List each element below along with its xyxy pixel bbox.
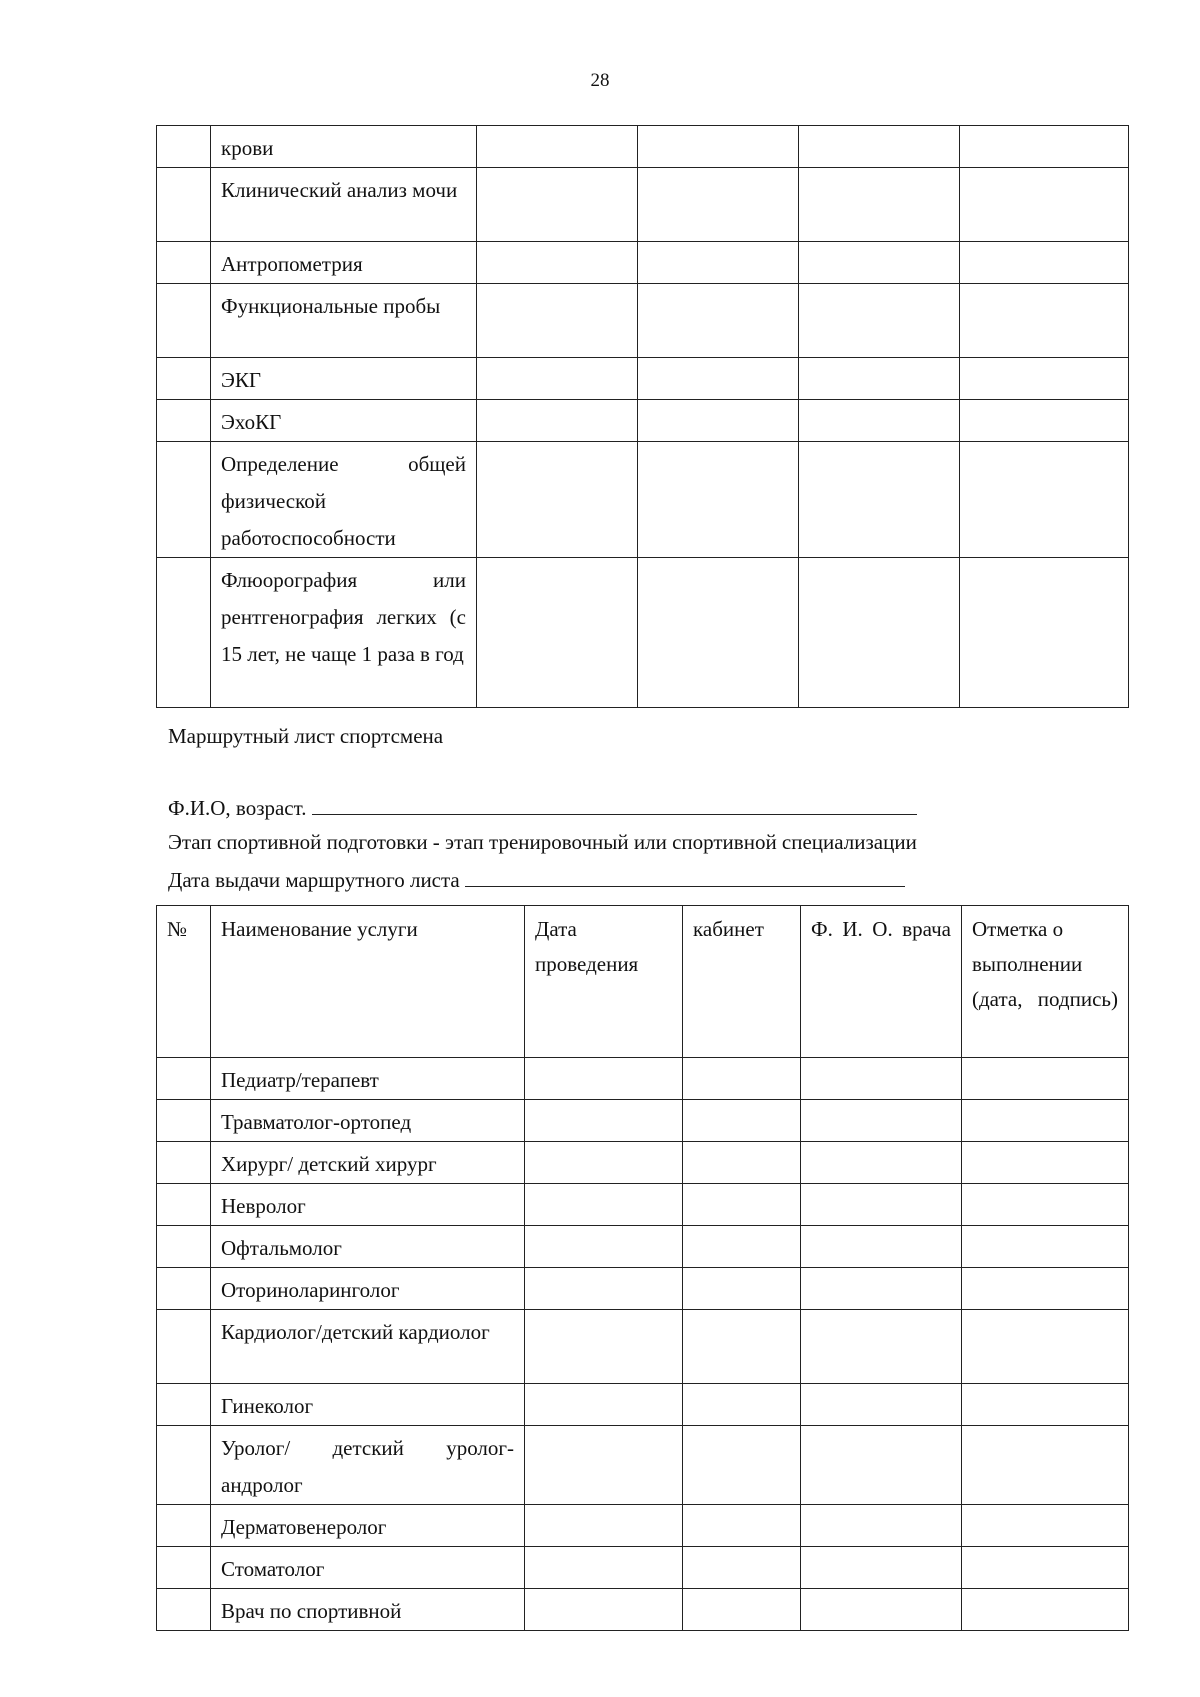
entry-cell[interactable] xyxy=(962,1100,1129,1142)
service-name-cell: Врач по спортивной xyxy=(211,1589,525,1631)
entry-cell[interactable] xyxy=(799,558,960,708)
entry-cell[interactable] xyxy=(801,1547,962,1589)
row-number-cell xyxy=(157,126,211,168)
entry-cell[interactable] xyxy=(960,358,1129,400)
entry-cell[interactable] xyxy=(525,1268,683,1310)
entry-cell[interactable] xyxy=(962,1547,1129,1589)
service-name-cell: ЭхоКГ xyxy=(211,400,477,442)
entry-cell[interactable] xyxy=(962,1384,1129,1426)
entry-cell[interactable] xyxy=(525,1058,683,1100)
entry-cell[interactable] xyxy=(801,1268,962,1310)
entry-cell[interactable] xyxy=(801,1142,962,1184)
entry-cell[interactable] xyxy=(962,1142,1129,1184)
table-row xyxy=(157,1505,1129,1547)
table-row xyxy=(157,1589,1129,1631)
entry-cell[interactable] xyxy=(960,168,1129,242)
row-number-cell xyxy=(157,1426,211,1505)
entry-cell[interactable] xyxy=(962,1226,1129,1268)
table-row xyxy=(157,1142,1129,1184)
entry-cell[interactable] xyxy=(962,1268,1129,1310)
header-date: Дата проведения xyxy=(525,906,683,1058)
header-mark: Отметка о выполнении (дата, подпись) xyxy=(962,906,1129,1058)
service-name-cell: Стоматолог xyxy=(211,1547,525,1589)
service-name-cell: Флюорография или рентгенография легких (с 15 лет, не чаще 1 раза в год xyxy=(211,558,477,708)
entry-cell[interactable] xyxy=(683,1226,801,1268)
service-name-cell: Невролог xyxy=(211,1184,525,1226)
entry-cell[interactable] xyxy=(477,284,638,358)
entry-cell[interactable] xyxy=(525,1310,683,1384)
entry-cell[interactable] xyxy=(683,1268,801,1310)
service-name-cell: Педиатр/терапевт xyxy=(211,1058,525,1100)
entry-cell[interactable] xyxy=(801,1310,962,1384)
entry-cell[interactable] xyxy=(801,1184,962,1226)
entry-cell[interactable] xyxy=(525,1505,683,1547)
entry-cell[interactable] xyxy=(525,1226,683,1268)
row-number-cell xyxy=(157,1100,211,1142)
entry-cell[interactable] xyxy=(638,168,799,242)
service-name-cell: ЭКГ xyxy=(211,358,477,400)
entry-cell[interactable] xyxy=(801,1589,962,1631)
entry-cell[interactable] xyxy=(962,1505,1129,1547)
table-row xyxy=(157,168,1129,242)
entry-cell[interactable] xyxy=(477,442,638,558)
row-number-cell xyxy=(157,1058,211,1100)
entry-cell[interactable] xyxy=(801,1226,962,1268)
entry-cell[interactable] xyxy=(960,558,1129,708)
page-number: 28 xyxy=(590,70,610,91)
service-name-cell: Кардиолог/детский кардиолог xyxy=(211,1310,525,1384)
issue-date-label: Дата выдачи маршрутного листа xyxy=(168,868,460,892)
entry-cell[interactable] xyxy=(477,358,638,400)
entry-cell[interactable] xyxy=(683,1100,801,1142)
entry-cell[interactable] xyxy=(525,1547,683,1589)
entry-cell[interactable] xyxy=(801,1100,962,1142)
service-name-cell: Клинический анализ мочи xyxy=(211,168,477,242)
header-num: № xyxy=(157,906,211,1058)
row-number-cell xyxy=(157,1505,211,1547)
row-number-cell xyxy=(157,1142,211,1184)
service-name-cell: Гинеколог xyxy=(211,1384,525,1426)
entry-cell[interactable] xyxy=(683,1058,801,1100)
entry-cell[interactable] xyxy=(477,242,638,284)
row-number-cell xyxy=(157,242,211,284)
header-office: кабинет xyxy=(683,906,801,1058)
row-number-cell xyxy=(157,1310,211,1384)
stage-text: Этап спортивной подготовки - этап тренировочный или спортивной специализации xyxy=(168,830,917,854)
examinations-table xyxy=(156,125,1129,708)
row-number-cell xyxy=(157,558,211,708)
table-row xyxy=(157,1100,1129,1142)
entry-cell[interactable] xyxy=(801,1426,962,1505)
entry-cell[interactable] xyxy=(962,1426,1129,1505)
entry-cell[interactable] xyxy=(525,1426,683,1505)
row-number-cell xyxy=(157,400,211,442)
table-row xyxy=(157,442,1129,558)
row-number-cell xyxy=(157,284,211,358)
issue-date-field[interactable] xyxy=(465,866,905,887)
header-doctor: Ф. И. О. врача xyxy=(801,906,962,1058)
row-number-cell xyxy=(157,1184,211,1226)
entry-cell[interactable] xyxy=(638,242,799,284)
entry-cell[interactable] xyxy=(962,1184,1129,1226)
entry-cell[interactable] xyxy=(638,284,799,358)
row-number-cell xyxy=(157,1589,211,1631)
entry-cell[interactable] xyxy=(799,284,960,358)
service-name-cell: Определение общей физической работоспособности xyxy=(211,442,477,558)
table-row xyxy=(157,1426,1129,1505)
issue-date-line xyxy=(168,866,905,893)
service-name-cell: Офтальмолог xyxy=(211,1226,525,1268)
entry-cell[interactable] xyxy=(525,1142,683,1184)
header-service: Наименование услуги xyxy=(211,906,525,1058)
table-row xyxy=(157,1384,1129,1426)
table-row xyxy=(157,400,1129,442)
entry-cell[interactable] xyxy=(683,1142,801,1184)
service-name-cell: Уролог/ детский уролог-андролог xyxy=(211,1426,525,1505)
entry-cell[interactable] xyxy=(683,1505,801,1547)
entry-cell[interactable] xyxy=(801,1384,962,1426)
table-row xyxy=(157,284,1129,358)
table-row xyxy=(157,1058,1129,1100)
entry-cell[interactable] xyxy=(638,126,799,168)
service-name-cell: Дерматовенеролог xyxy=(211,1505,525,1547)
name-age-line xyxy=(168,794,917,821)
entry-cell[interactable] xyxy=(960,442,1129,558)
entry-cell[interactable] xyxy=(960,400,1129,442)
entry-cell[interactable] xyxy=(525,1184,683,1226)
service-name-cell: Функциональные пробы xyxy=(211,284,477,358)
table-row xyxy=(157,1547,1129,1589)
entry-cell[interactable] xyxy=(525,1589,683,1631)
entry-cell[interactable] xyxy=(801,1058,962,1100)
service-name-cell: Хирург/ детский хирург xyxy=(211,1142,525,1184)
route-sheet-title: Маршрутный лист спортсмена xyxy=(168,724,444,748)
entry-cell[interactable] xyxy=(962,1058,1129,1100)
entry-cell[interactable] xyxy=(799,358,960,400)
table-row xyxy=(157,1268,1129,1310)
entry-cell[interactable] xyxy=(638,442,799,558)
examinations-table-body xyxy=(157,126,1129,708)
service-name-cell: Оториноларинголог xyxy=(211,1268,525,1310)
table-row xyxy=(157,126,1129,168)
table-row xyxy=(157,1184,1129,1226)
entry-cell[interactable] xyxy=(477,558,638,708)
entry-cell[interactable] xyxy=(638,558,799,708)
entry-cell[interactable] xyxy=(799,126,960,168)
service-name-cell: Антропометрия xyxy=(211,242,477,284)
service-name-cell: Травматолог-ортопед xyxy=(211,1100,525,1142)
entry-cell[interactable] xyxy=(960,284,1129,358)
entry-cell[interactable] xyxy=(799,242,960,284)
row-number-cell xyxy=(157,168,211,242)
row-number-cell xyxy=(157,1226,211,1268)
row-number-cell xyxy=(157,1547,211,1589)
entry-cell[interactable] xyxy=(962,1310,1129,1384)
service-name-cell: крови xyxy=(211,126,477,168)
row-number-cell xyxy=(157,442,211,558)
entry-cell[interactable] xyxy=(477,126,638,168)
table-row xyxy=(157,1310,1129,1384)
entry-cell[interactable] xyxy=(960,126,1129,168)
entry-cell[interactable] xyxy=(960,242,1129,284)
table-row xyxy=(157,1226,1129,1268)
entry-cell[interactable] xyxy=(683,1384,801,1426)
name-age-label: Ф.И.О, возраст. xyxy=(168,796,307,820)
entry-cell[interactable] xyxy=(525,1100,683,1142)
table-row xyxy=(157,242,1129,284)
entry-cell[interactable] xyxy=(683,1547,801,1589)
row-number-cell xyxy=(157,1384,211,1426)
entry-cell[interactable] xyxy=(683,1426,801,1505)
route-sheet-header-row xyxy=(157,906,1129,1058)
entry-cell[interactable] xyxy=(683,1310,801,1384)
row-number-cell xyxy=(157,1268,211,1310)
entry-cell[interactable] xyxy=(525,1384,683,1426)
entry-cell[interactable] xyxy=(799,400,960,442)
table-row xyxy=(157,558,1129,708)
table-row xyxy=(157,358,1129,400)
entry-cell[interactable] xyxy=(477,400,638,442)
entry-cell[interactable] xyxy=(638,400,799,442)
row-number-cell xyxy=(157,358,211,400)
entry-cell[interactable] xyxy=(683,1589,801,1631)
entry-cell[interactable] xyxy=(638,358,799,400)
entry-cell[interactable] xyxy=(801,1505,962,1547)
entry-cell[interactable] xyxy=(477,168,638,242)
entry-cell[interactable] xyxy=(799,168,960,242)
name-age-field[interactable] xyxy=(312,794,917,815)
route-sheet-table xyxy=(156,905,1129,1631)
entry-cell[interactable] xyxy=(799,442,960,558)
entry-cell[interactable] xyxy=(962,1589,1129,1631)
entry-cell[interactable] xyxy=(683,1184,801,1226)
route-sheet-table-body xyxy=(157,1058,1129,1631)
